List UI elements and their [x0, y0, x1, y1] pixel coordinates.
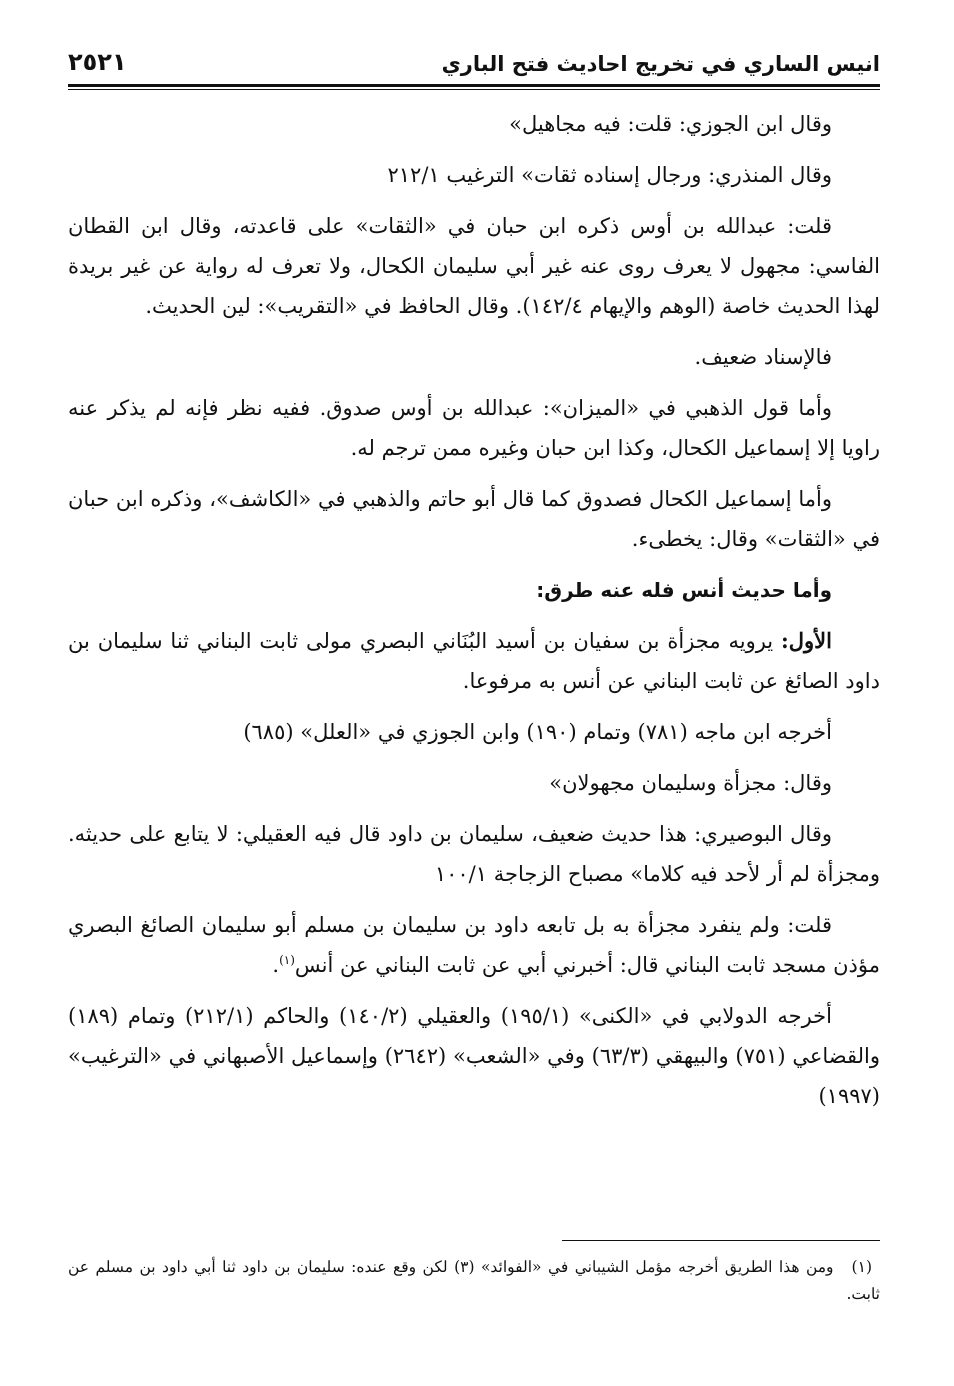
- footnote-separator: [562, 1240, 880, 1241]
- footnote-number: (١): [851, 1258, 872, 1276]
- header-rule-thick: [68, 84, 880, 87]
- paragraph-mundhiri-quote: وقال المنذري: ورجال إسناده ثقات» الترغيب ٢١٢/١: [387, 163, 832, 187]
- paragraph-busiri: وقال البوصيري: هذا حديث ضعيف، سليمان بن داود قال فيه العقيلي: لا يتابع على حديثه. ومجزأة لم أر لأحد فيه كلاما» مصباح الزجاجة ١٠٠/١: [68, 822, 880, 886]
- paragraph-ismail-kahhal: وأما إسماعيل الكحال فصدوق كما قال أبو حاتم والذهبي في «الكاشف»، وذكره ابن حبان في «الثقات» وقال: يخطىء.: [68, 487, 880, 551]
- mutaba-text: قلت: ولم ينفرد مجزأة به بل تابعه داود بن سليمان بن مسلم أبو سليمان الصائغ البصري مؤذن مسجد ثابت البناني قال: أخبرني أبي عن ثابت البناني عن أنس: [68, 913, 880, 977]
- footnote: [68, 1254, 880, 1308]
- paragraph-ibn-majah-takhrij: أخرجه ابن ماجه (٧٨١) وتمام (١٩٠) وابن الجوزي في «العلل» (٦٨٥): [243, 720, 832, 744]
- first-path-label: الأول:: [781, 628, 832, 653]
- paragraph-dhahabi-mizan: وأما قول الذهبي في «الميزان»: عبدالله بن أوس صدوق. ففيه نظر فإنه لم يذكر عنه راويا إلا إسماعيل الكحال، وكذا ابن حبان وغيره ممن ترجم له.: [68, 396, 880, 460]
- main-text: [68, 104, 880, 1116]
- paragraph-ibn-jawzi-quote: وقال ابن الجوزي: قلت: فيه مجاهيل»: [509, 112, 832, 136]
- paragraph-mutaba: [68, 905, 880, 985]
- section-heading-anas: وأما حديث أنس فله عنه طرق:: [536, 578, 832, 602]
- paragraph-first-path: [68, 621, 880, 701]
- paragraph-majhulan: وقال: مجزأة وسليمان مجهولان»: [549, 771, 832, 795]
- header-rule-thin: [68, 89, 880, 90]
- paragraph-abdullah-ibn-aws: قلت: عبدالله بن أوس ذكره ابن حبان في «الثقات» على قاعدته، وقال ابن القطان الفاسي: مجهول لا يعرف روى عنه غير أبي سليمان الكحال، ولا تعرف له رواية عن غير بريدة لهذا الحديث خاصة (الوهم والإيهام ١٤٢/٤). وقال الحافظ في «التقريب»: لين الحديث.: [68, 214, 880, 318]
- book-page: [68, 38, 880, 1358]
- footnote-reference[interactable]: (١): [279, 953, 295, 967]
- running-header: [68, 38, 880, 76]
- page-number: ٢٥٢١: [68, 48, 127, 76]
- running-title: انيس الساري في تخريج احاديث فتح الباري: [441, 52, 880, 76]
- paragraph-isnad-weak: فالإسناد ضعيف.: [694, 345, 832, 369]
- first-path-text: يرويه مجزأة بن سفيان بن أسيد البُنَاني البصري مولى ثابت البناني ثنا سليمان بن داود الصائغ عن ثابت البناني عن أنس به مرفوعا.: [68, 629, 880, 693]
- footnote-text: ومن هذا الطريق أخرجه مؤمل الشيباني في «الفوائد» (٣) لكن وقع عنده: سليمان بن داود ثنا أبي داود بن مسلم عن ثابت.: [68, 1258, 880, 1303]
- mutaba-tail: .: [272, 953, 280, 977]
- paragraph-dulabi-takhrij: أخرجه الدولابي في «الكنى» (١٩٥/١) والعقيلي (١٤٠/٢) والحاكم (٢١٢/١) وتمام (١٨٩) والقضاعي (٧٥١) والبيهقي (٦٣/٣) وفي «الشعب» (٢٦٤٢) وإسماعيل الأصبهاني في «الترغيب» (١٩٩٧): [68, 1004, 881, 1108]
